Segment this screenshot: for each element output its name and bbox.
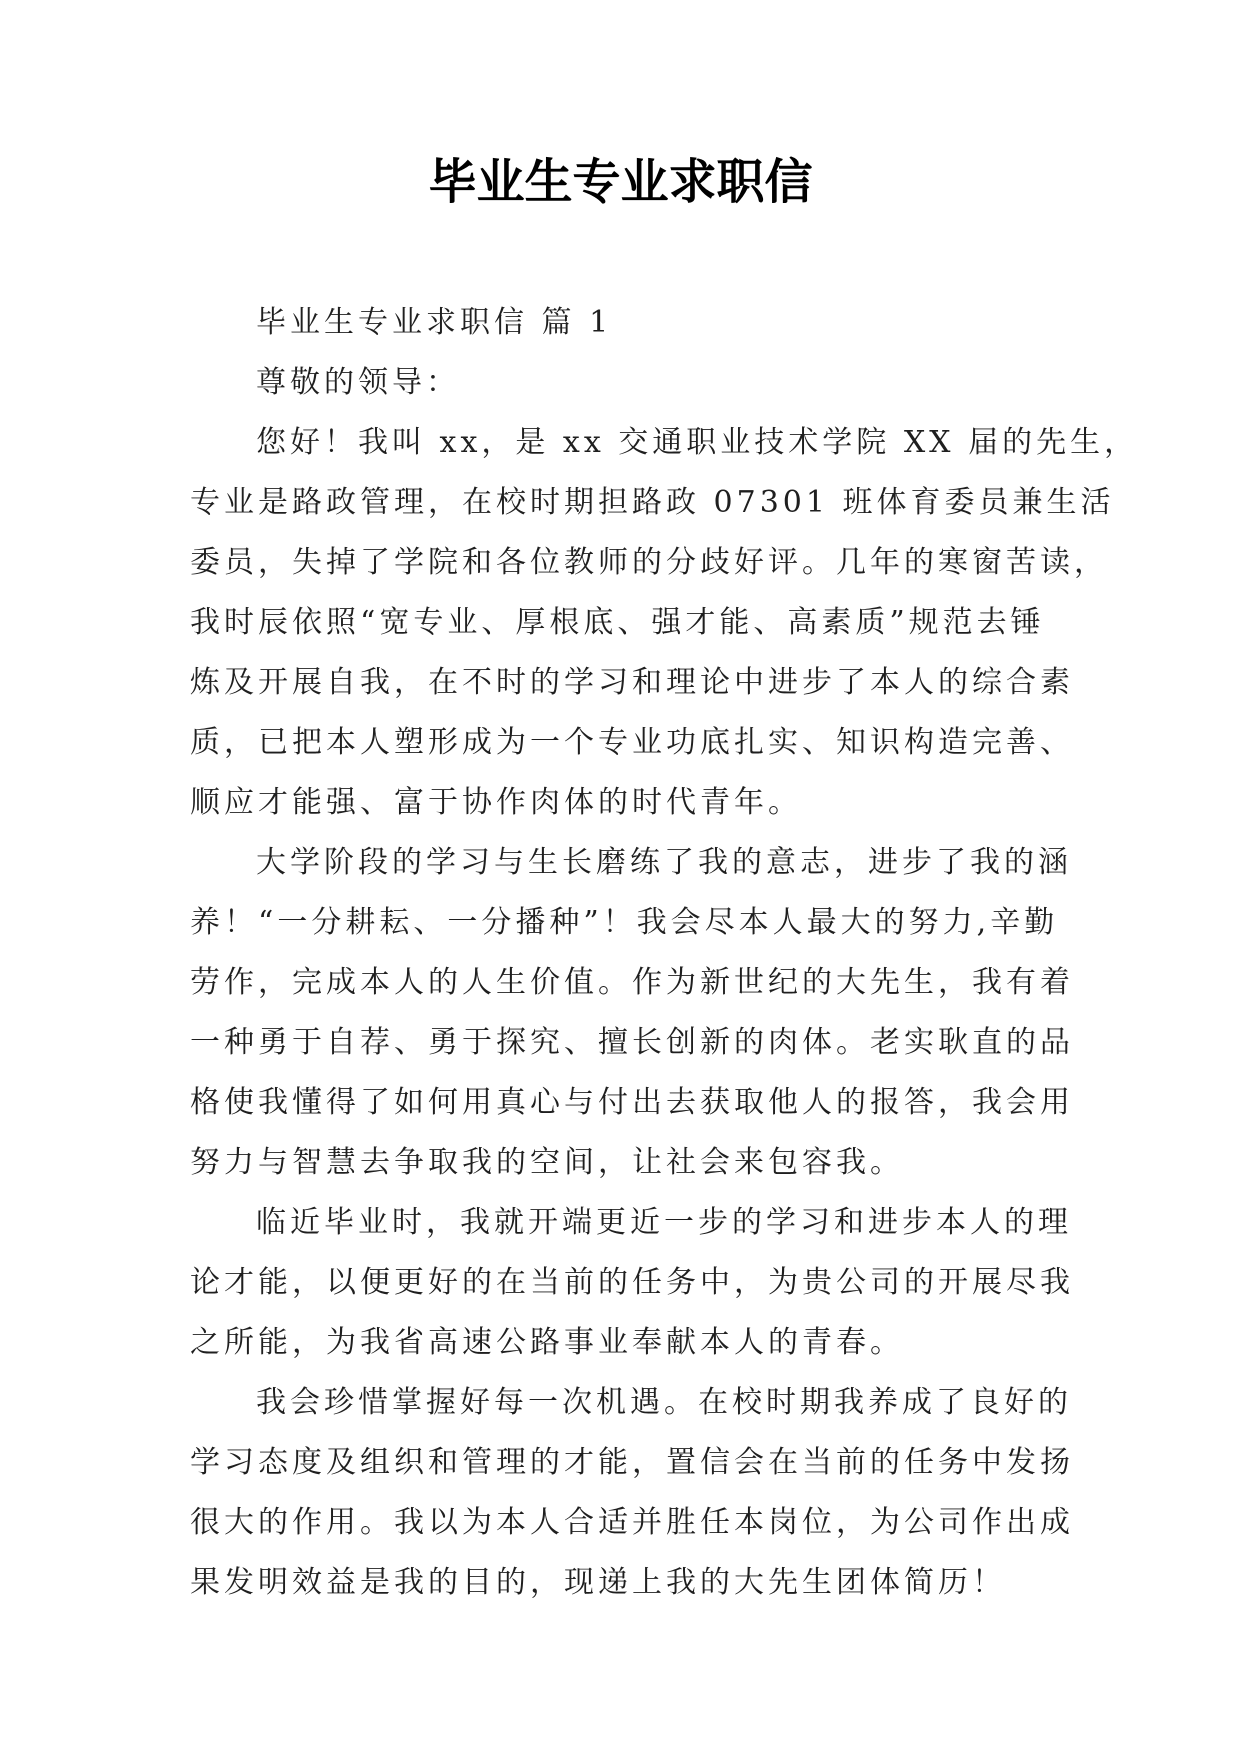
section-heading: 毕业生专业求职信 篇 1 <box>256 305 613 340</box>
paragraph-line: 很大的作用。我以为本人合适并胜任本岗位，为公司作出成 <box>190 1505 1074 1540</box>
paragraph-line: 一种勇于自荐、勇于探究、擅长创新的肉体。老实耿直的品 <box>190 1025 1074 1060</box>
paragraph-line: 质，已把本人塑形成为一个专业功底扎实、知识构造完善、 <box>190 725 1074 760</box>
paragraph-line: 劳作，完成本人的人生价值。作为新世纪的大先生，我有着 <box>190 965 1074 1000</box>
salutation: 尊敬的领导： <box>256 365 460 400</box>
paragraph-line: 学习态度及组织和管理的才能，置信会在当前的任务中发扬 <box>190 1445 1074 1480</box>
paragraph-line: 努力与智慧去争取我的空间，让社会来包容我。 <box>190 1145 904 1180</box>
paragraph-line: 之所能，为我省高速公路事业奉献本人的青春。 <box>190 1325 904 1360</box>
paragraph-line: 养！“一分耕耘、一分播种”！我会尽本人最大的努力,辛勤 <box>190 905 1059 940</box>
paragraph-line: 专业是路政管理，在校时期担路政 07301 班体育委员兼生活 <box>190 485 1115 520</box>
paragraph-line: 顺应才能强、富于协作肉体的时代青年。 <box>190 785 802 820</box>
document-body <box>190 293 1139 1613</box>
paragraph-line: 我会珍惜掌握好每一次机遇。在校时期我养成了良好的 <box>256 1385 1072 1420</box>
paragraph-line: 您好！我叫 xx，是 xx 交通职业技术学院 XX 届的先生， <box>256 425 1139 460</box>
paragraph-line: 炼及开展自我，在不时的学习和理论中进步了本人的综合素 <box>190 665 1074 700</box>
paragraph-line: 格使我懂得了如何用真心与付出去获取他人的报答，我会用 <box>190 1085 1074 1120</box>
paragraph-line: 论才能，以便更好的在当前的任务中，为贵公司的开展尽我 <box>190 1265 1074 1300</box>
paragraph-line: 大学阶段的学习与生长磨练了我的意志，进步了我的涵 <box>256 845 1072 880</box>
paragraph-line: 我时辰依照“宽专业、厚根底、强才能、高素质”规范去锤 <box>190 605 1045 640</box>
document-title: 毕业生专业求职信 <box>428 154 813 210</box>
paragraph-line: 临近毕业时，我就开端更近一步的学习和进步本人的理 <box>256 1205 1072 1240</box>
paragraph-line: 委员，失掉了学院和各位教师的分歧好评。几年的寒窗苦读， <box>190 545 1108 580</box>
paragraph-line: 果发明效益是我的目的，现递上我的大先生团体简历！ <box>190 1565 1006 1600</box>
